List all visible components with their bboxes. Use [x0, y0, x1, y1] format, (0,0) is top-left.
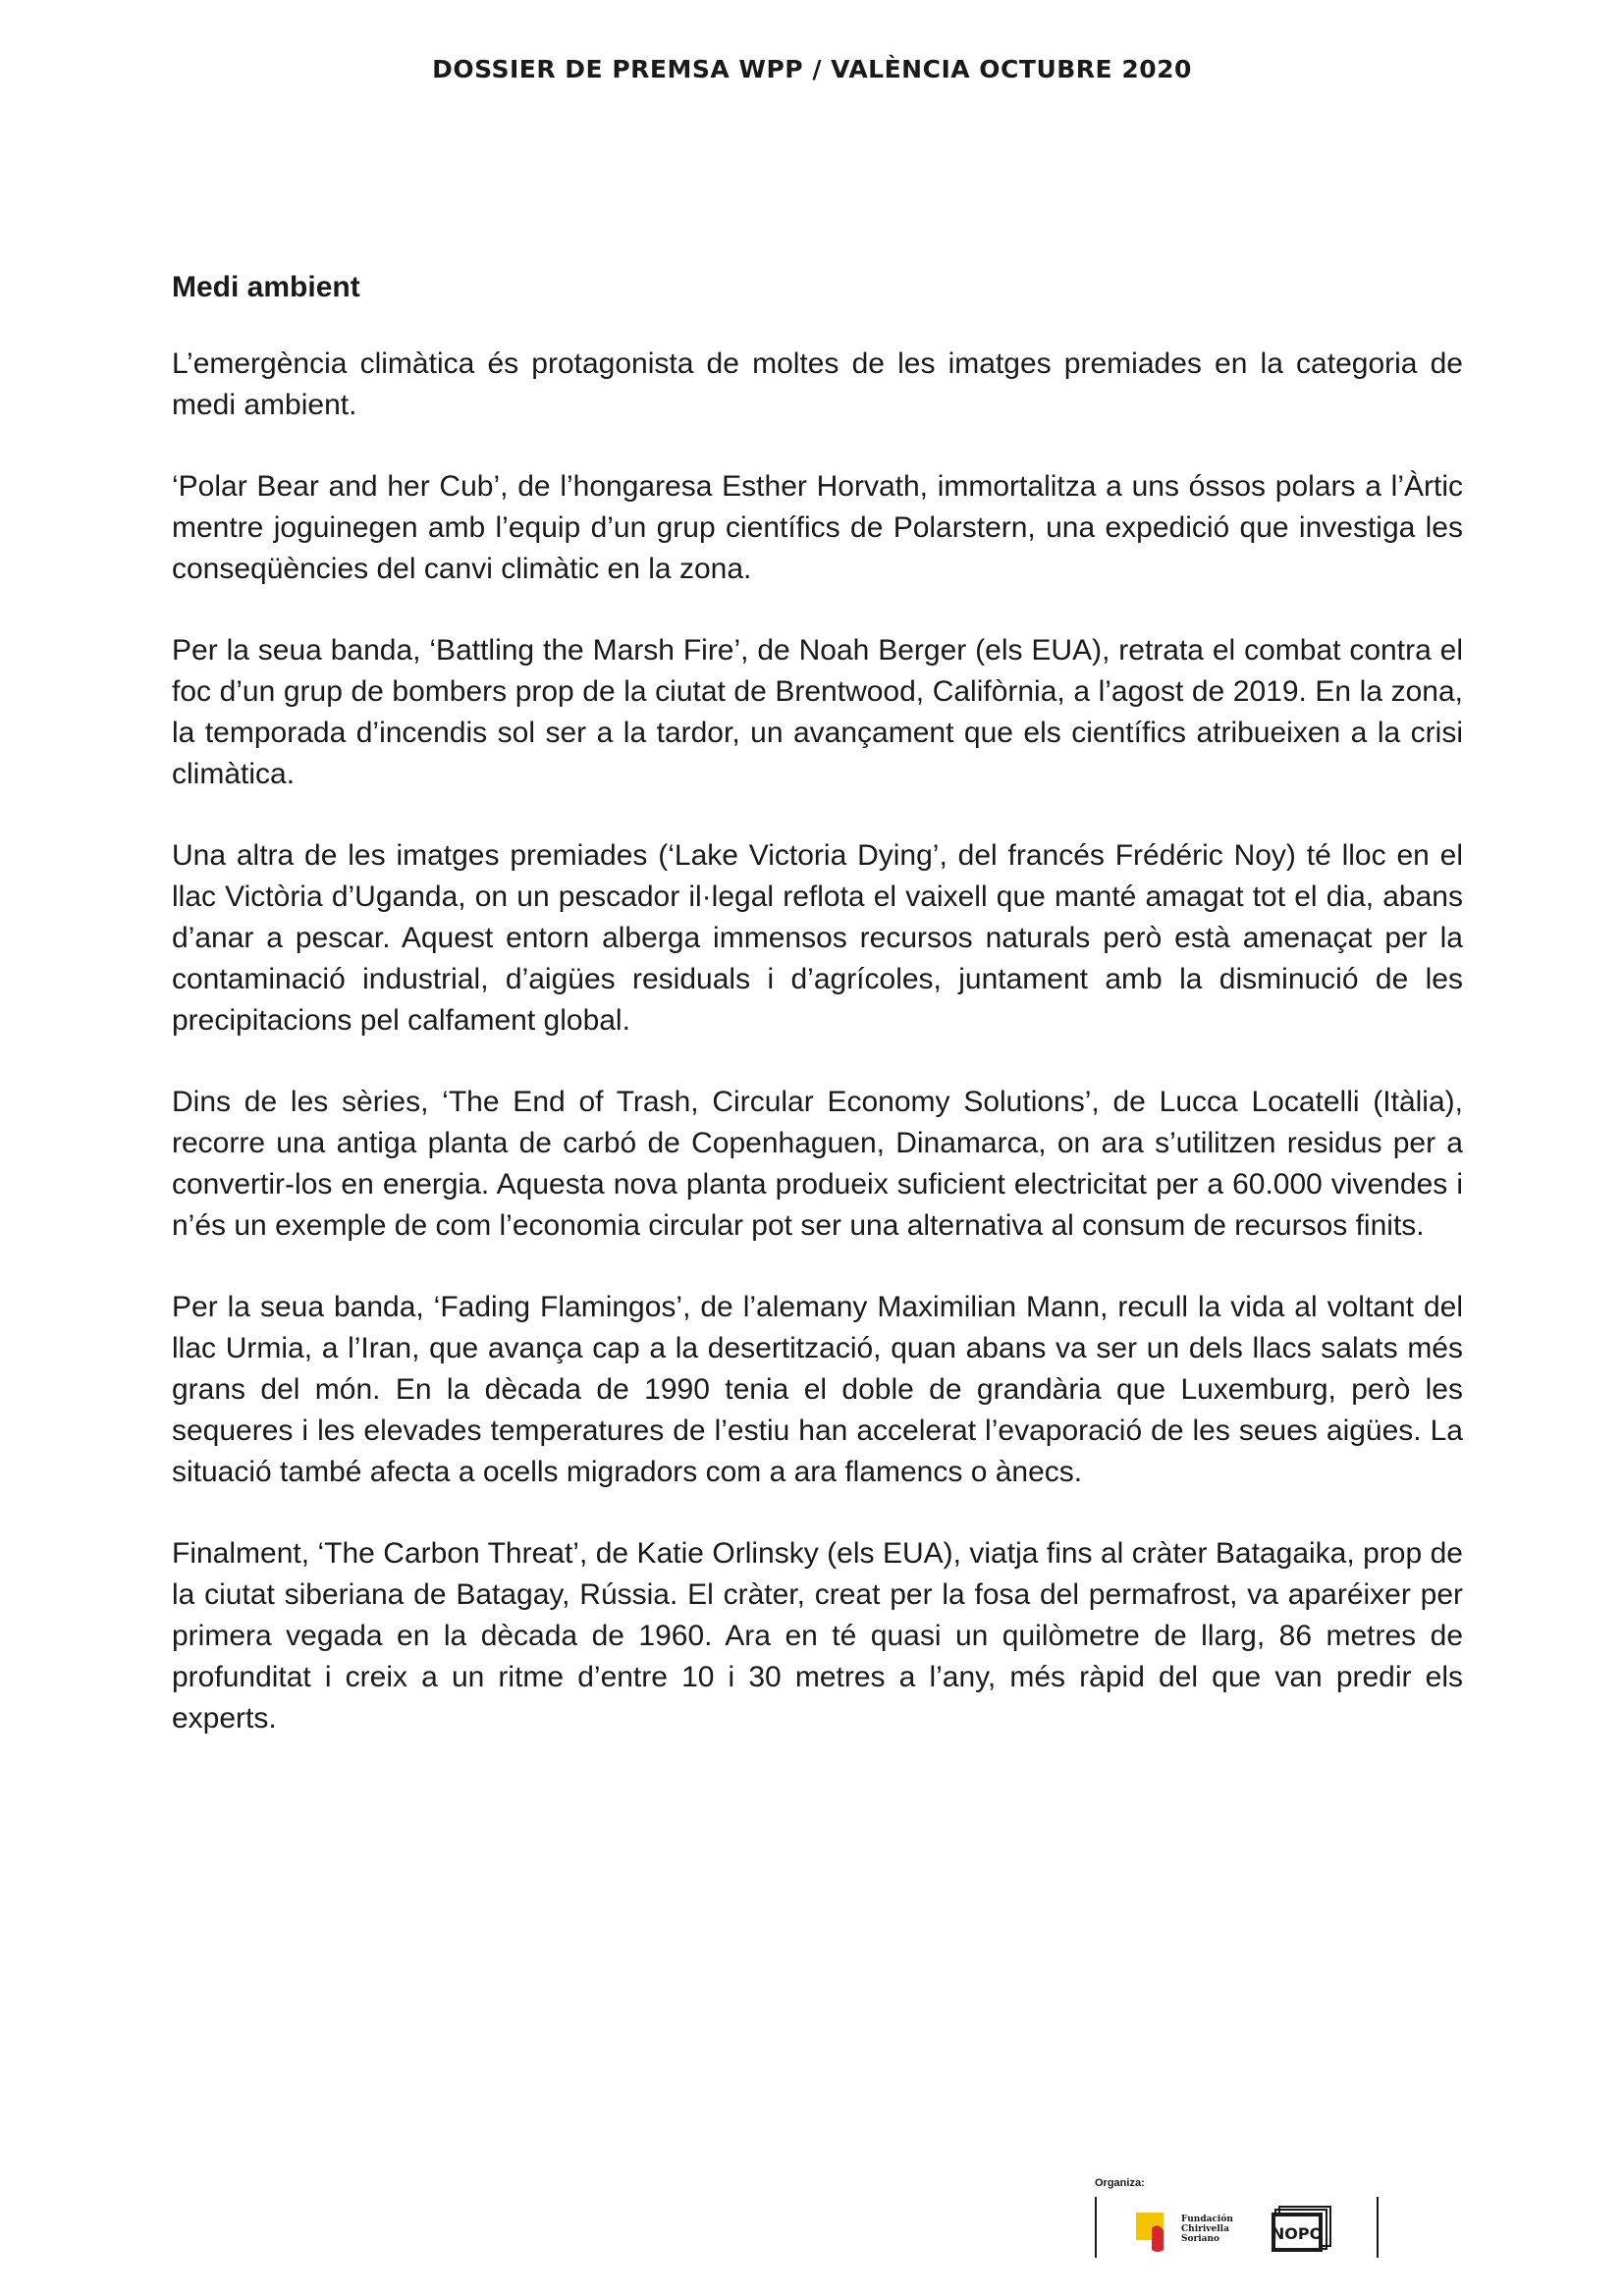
paragraph-3: Per la seua banda, ‘Battling the Marsh Fire’, de Noah Berger (els EUA), retrata el combat contra el foc d’un grup de bombers prop de la ciutat de Brentwood, Califòrnia, a l’agost de 2019. En la zona, la temporada d’incendis sol ser a la tardor, un avançament que els científics atribueixen a la crisi climàtica. — [172, 634, 1463, 790]
fundacion-logo-mark-icon — [1134, 2207, 1179, 2256]
paragraph-7: Finalment, ‘The Carbon Threat’, de Katie Orlinsky (els EUA), viatja fins al cràter Batagaika, prop de la ciutat siberiana de Batagay, Rússia. El cràter, creat per la fosa del permafrost, va aparéixer per primera vegada en la dècada de 1960. Ara en té quasi un quilòmetre de llarg, 86 metres de profunditat i creix a un ritme d’entre 10 i 30 metres a l’any, més ràpid del que van predir els experts. — [172, 1537, 1463, 1735]
document-header: DOSSIER DE PREMSA WPP / VALÈNCIA OCTUBRE 2020 — [432, 55, 1192, 83]
nopo-logo-text: NOPO — [1272, 2224, 1324, 2243]
paragraph-1: L’emergència climàtica és protagonista de moltes de les imatges premiades en la categoria de medi ambient. — [172, 347, 1463, 421]
paragraph-5: Dins de les sèries, ‘The End of Trash, Circular Economy Solutions’, de Lucca Locatelli (Itàlia), recorre una antiga planta de carbó de Copenhaguen, Dinamarca, on ara s’utilitzen residus per a convertir-los en energia. Aquesta nova planta produeix suficient electricitat per a 60.000 vivendes i n’és un exemple de com l’economia circular pot ser una alternativa al consum de recursos finits. — [172, 1086, 1463, 1242]
organizers-footer — [1095, 2177, 1389, 2256]
section-title: Medi ambient — [172, 271, 360, 303]
nopo-logo-mark-icon — [1272, 2205, 1332, 2254]
paragraph-2: ‘Polar Bear and her Cub’, de l’hongaresa Esther Horvath, immortalitza a uns óssos polars a l’Àrtic mentre joguinegen amb l’equip d’un grup científics de Polarstern, una expedició que investiga les conseqüències del canvi climàtic en la zona. — [172, 470, 1463, 585]
footer-divider-left — [1095, 2197, 1097, 2258]
document-body — [172, 267, 1463, 1780]
paragraph-4: Una altra de les imatges premiades (‘Lake Victoria Dying’, del francés Frédéric Noy) té lloc en el llac Victòria d’Uganda, on un pescador il·legal reflota el vaixell que manté amagat tot el dia, abans d’anar a pescar. Aquest entorn alberga immensos recursos naturals però està amenaçat per la contaminació industrial, d’aigües residuals i d’agrícoles, juntament amb la disminució de les precipitacions pel calfament global. — [172, 839, 1463, 1037]
fundacion-name: Fundación Chirivella Soriano — [1181, 2215, 1233, 2244]
footer-divider-right — [1377, 2197, 1379, 2258]
fundacion-chirivella-soriano-logo — [1134, 2207, 1242, 2256]
nopo-logo — [1272, 2205, 1332, 2254]
paragraph-6: Per la seua banda, ‘Fading Flamingos’, de l’alemany Maximilian Mann, recull la vida al voltant del llac Urmia, a l’Iran, que avança cap a la desertització, quan abans va ser un dels llacs salats més grans del món. En la dècada de 1990 tenia el doble de grandària que Luxemburg, però les sequeres i les elevades temperatures de l’estiu han accelerat l’evaporació de les seues aigües. La situació també afecta a ocells migradors com a ara flamencs o ànecs. — [172, 1291, 1463, 1488]
organiza-label: Organiza: — [1095, 2177, 1145, 2189]
